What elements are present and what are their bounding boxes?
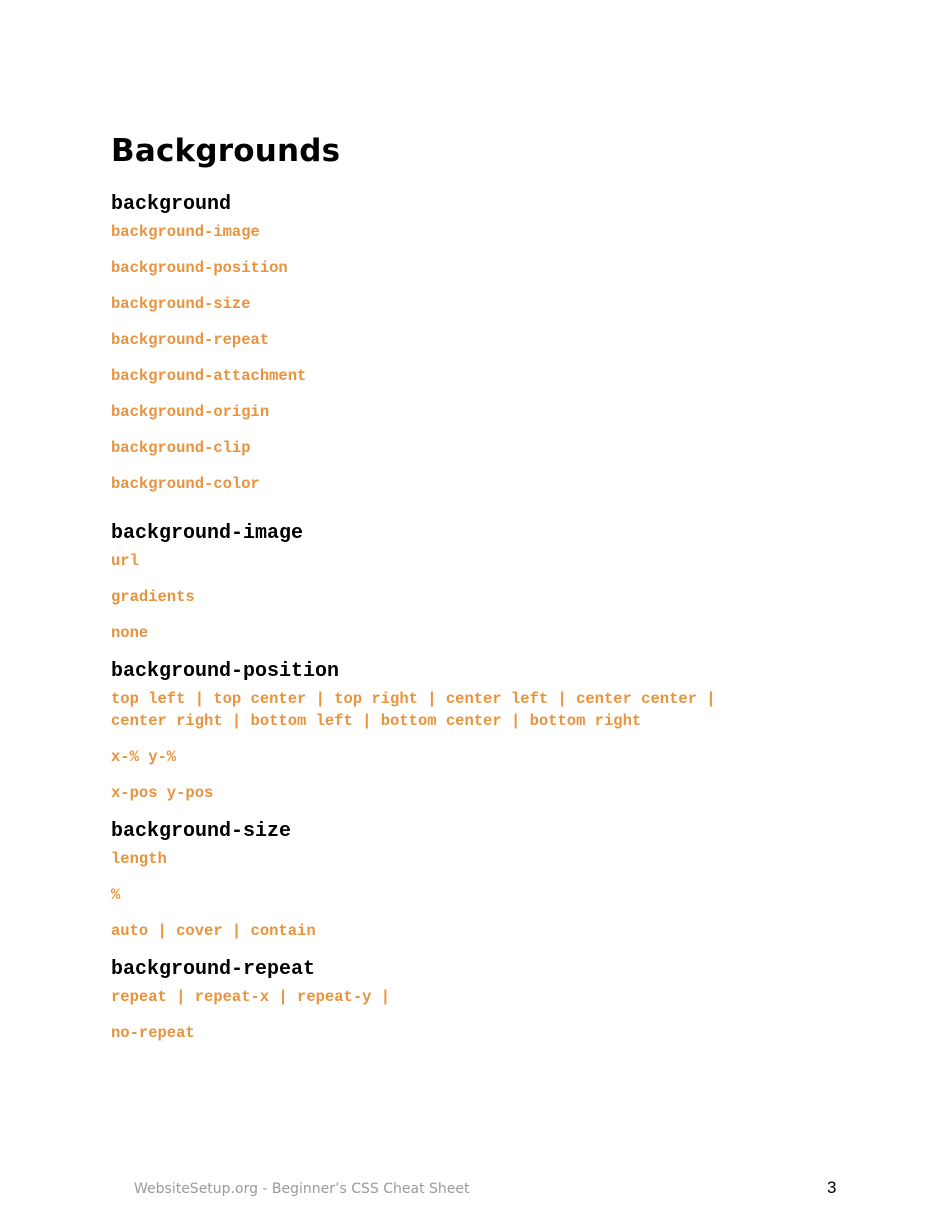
- value-item: background-attachment: [111, 367, 307, 385]
- value-item: background-position: [111, 259, 288, 277]
- section-background-size: [111, 820, 831, 956]
- value-item: x-% y-%: [111, 748, 177, 766]
- value-item: repeat | repeat-x | repeat-y |: [111, 988, 391, 1006]
- footer-text: WebsiteSetup.org - Beginner’s CSS Cheat Sheet: [134, 1181, 470, 1197]
- section-background-position: [111, 660, 831, 818]
- value-item: %: [111, 886, 121, 904]
- value-item: gradients: [111, 588, 195, 606]
- value-list: [111, 986, 831, 1044]
- section-background-repeat: [111, 958, 831, 1058]
- value-item: background-color: [111, 475, 260, 493]
- value-item: no-repeat: [111, 1024, 195, 1042]
- property-heading: background-size: [111, 820, 292, 843]
- value-item: auto | cover | contain: [111, 922, 316, 940]
- value-item: length: [111, 850, 167, 868]
- property-heading: background-position: [111, 660, 340, 683]
- page-title: Backgrounds: [111, 133, 341, 169]
- value-item: background-repeat: [111, 331, 270, 349]
- value-list: [111, 848, 831, 942]
- value-item: background-clip: [111, 439, 251, 457]
- property-heading: background-repeat: [111, 958, 316, 981]
- page-number: 3: [827, 1178, 837, 1197]
- value-list: [111, 221, 831, 495]
- value-item: background-image: [111, 223, 260, 241]
- value-list: [111, 550, 831, 644]
- value-item: url: [111, 552, 139, 570]
- section-background-image: [111, 522, 831, 658]
- property-heading: background: [111, 193, 232, 216]
- value-item: top left | top center | top right | center left | center center | center right | bottom left | bottom center | bottom right: [111, 690, 716, 730]
- value-item: x-pos y-pos: [111, 784, 214, 802]
- property-heading: background-image: [111, 522, 304, 545]
- value-list: [111, 688, 831, 804]
- value-item: none: [111, 624, 149, 642]
- section-background: [111, 193, 831, 509]
- value-item: background-size: [111, 295, 251, 313]
- value-item: background-origin: [111, 403, 270, 421]
